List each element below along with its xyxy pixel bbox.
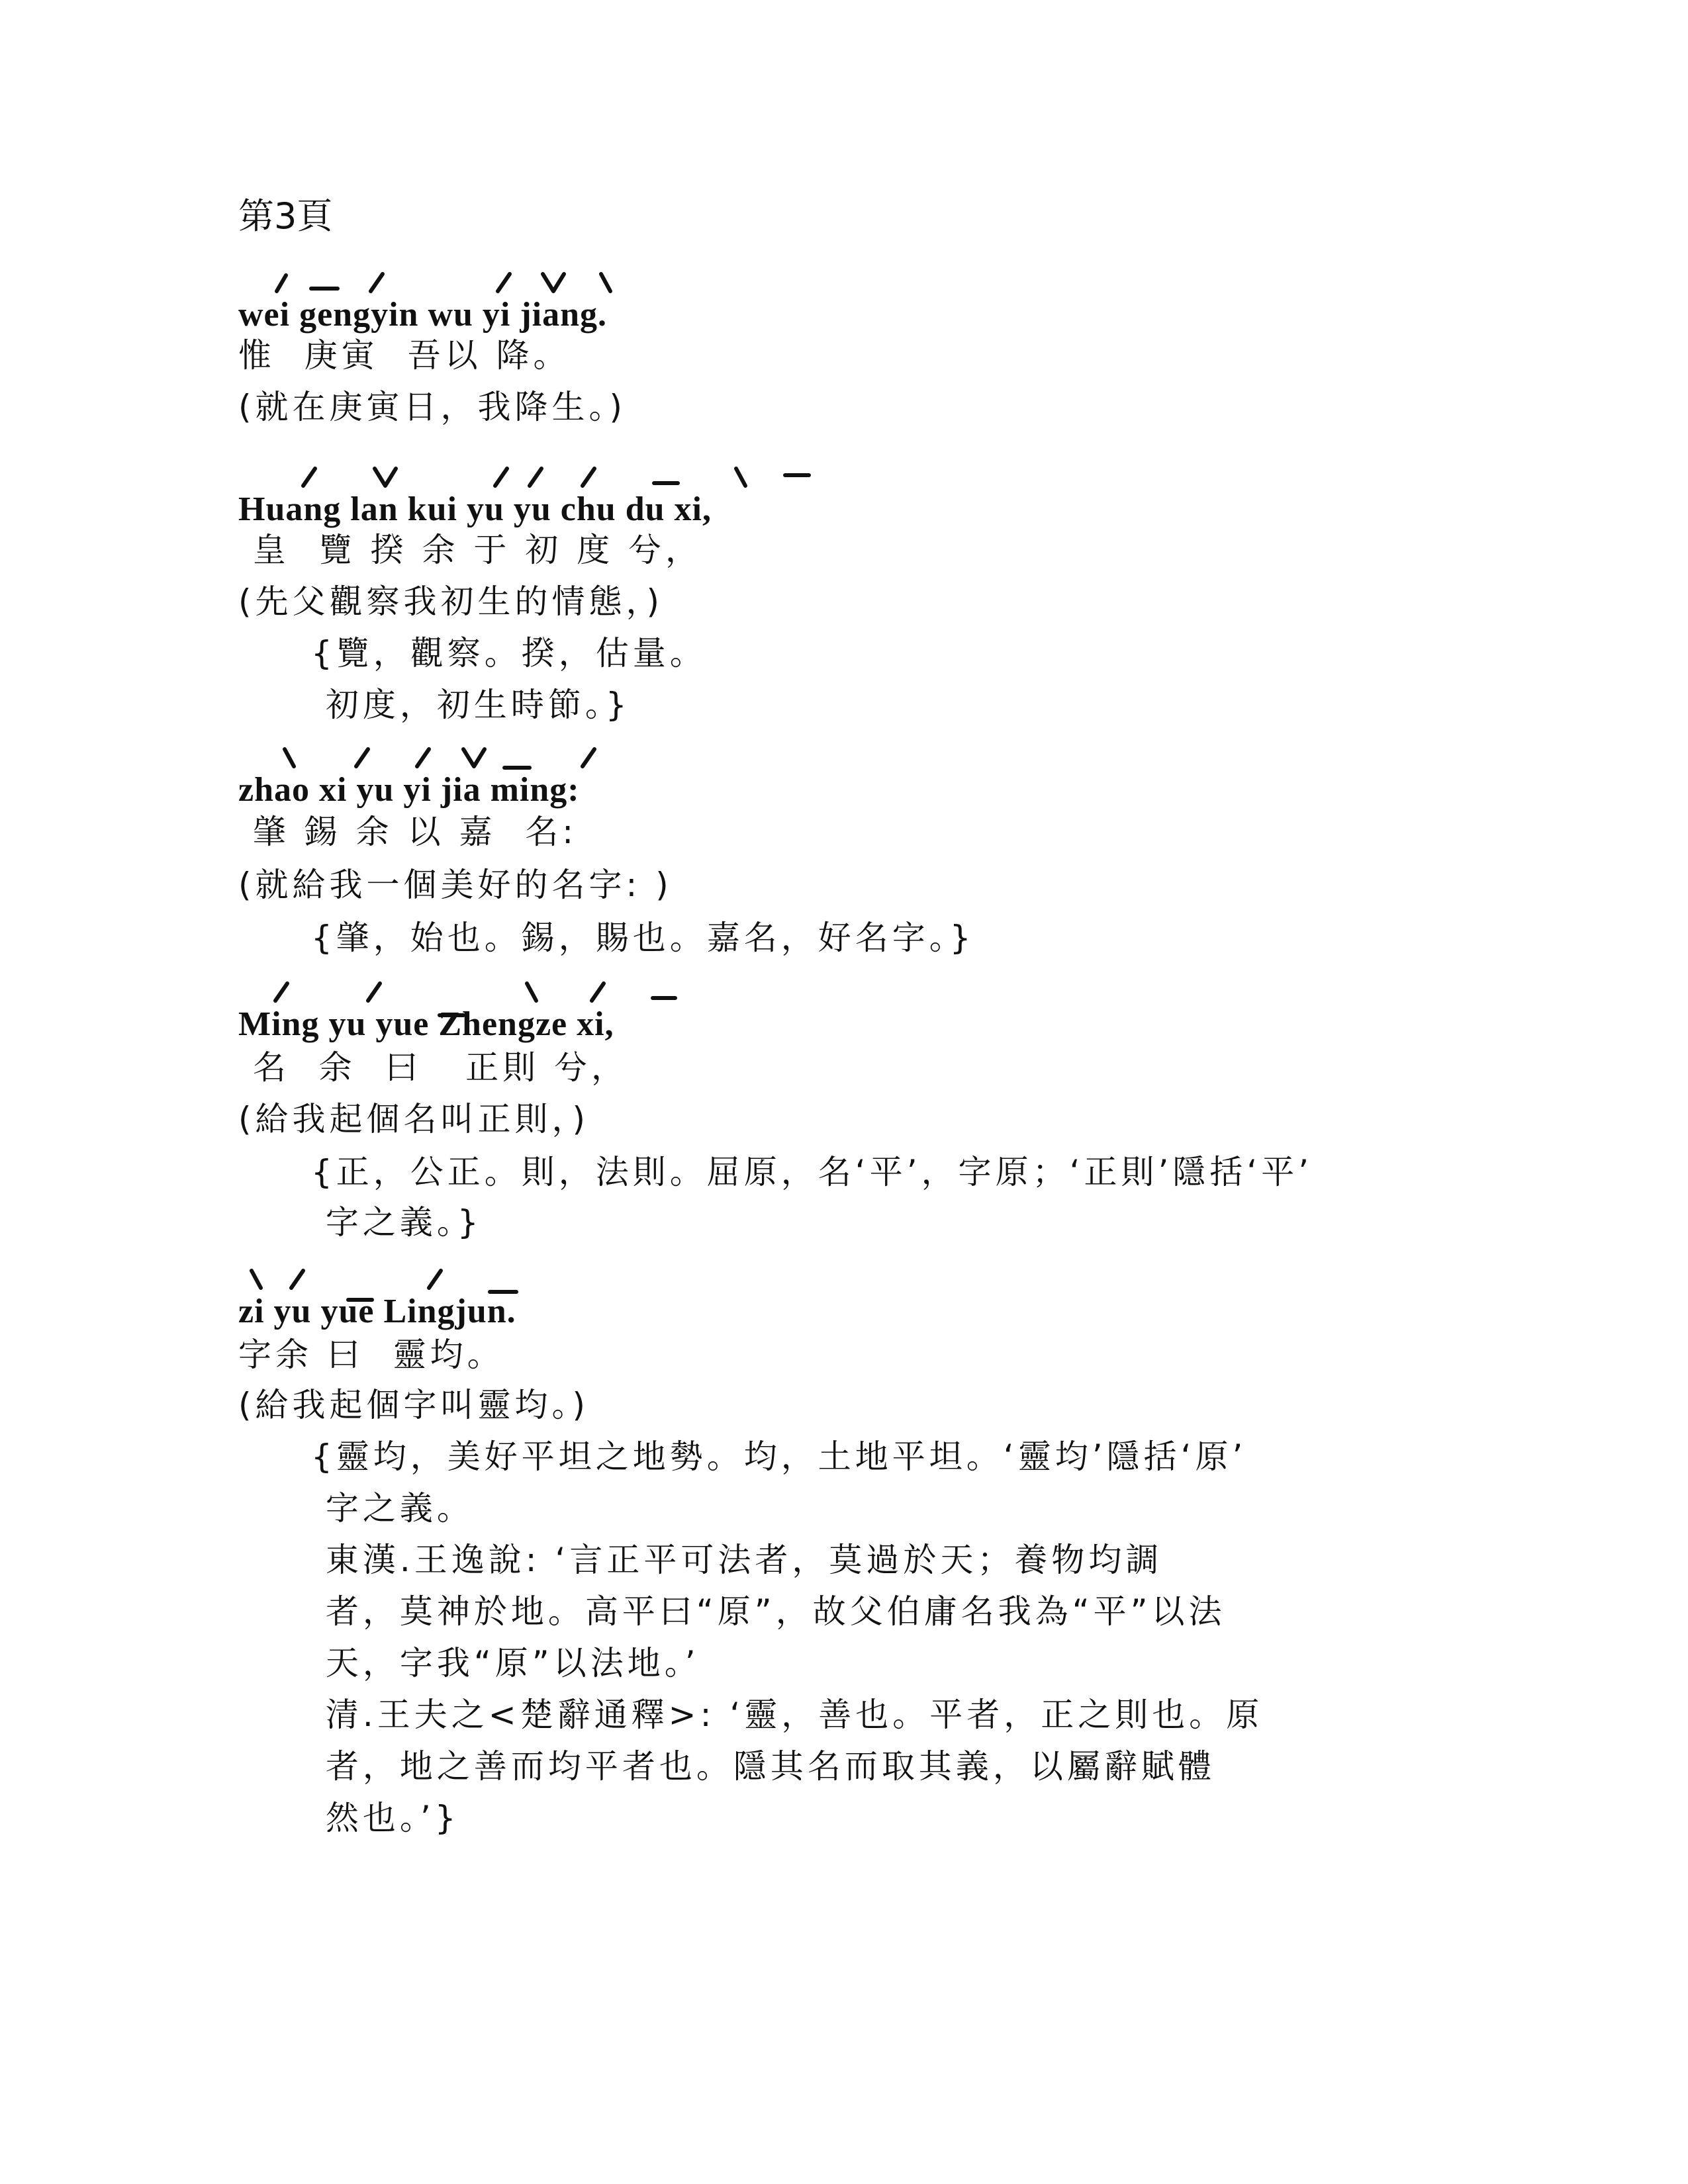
tone-mark-rising — [356, 749, 368, 766]
tone-mark-rising — [303, 469, 315, 486]
pinyin-line: zi yu yue Lingjun. — [238, 1293, 516, 1330]
tone-mark-dipping — [543, 274, 564, 291]
tone-mark-falling — [285, 749, 294, 766]
note-line: 然也。’} — [311, 1799, 460, 1837]
note-line: 字之義。} — [311, 1203, 483, 1242]
page-header: 第3頁 — [238, 195, 333, 237]
pinyin-line: wei gengyin wu yi jiang. — [238, 296, 608, 334]
tone-mark-rising — [417, 749, 429, 766]
chinese-line: 字余 曰 靈均。 — [238, 1336, 504, 1374]
chinese-line: 肇 錫 余 以 嘉 名: — [238, 813, 578, 851]
tone-mark-rising — [275, 983, 287, 1001]
tone-marks-block-2 — [285, 749, 594, 768]
note-line: 字之義。 — [311, 1489, 474, 1527]
tone-mark-rising — [495, 469, 507, 486]
chinese-line: 皇 覽 揆 余 于 初 度 兮， — [238, 531, 703, 569]
tone-mark-rising — [429, 1271, 441, 1288]
note-line: 清.王夫之<楚辭通釋>: ‘靈，善也。平者，正之則也。原 — [311, 1696, 1264, 1734]
tone-mark-rising — [291, 1271, 303, 1288]
note-line: 天，字我“原”以法地。’ — [311, 1644, 700, 1682]
translation-line: (給我起個字叫靈均。) — [238, 1386, 590, 1424]
tone-mark-falling — [601, 274, 610, 291]
tone-mark-falling — [252, 1271, 261, 1288]
chinese-line: 惟 庚寅 吾以 降。 — [238, 336, 571, 375]
translation-line: (給我起個名叫正則，) — [238, 1100, 590, 1138]
tone-marks-block-0 — [277, 274, 610, 291]
note-line: {正，公正。則，法則。屈原，名‘平’，字原；‘正則’隱括‘平’ — [311, 1153, 1313, 1191]
tone-mark-rising — [498, 274, 510, 291]
pinyin-line: Huang lan kui yu yu chu du xi, — [238, 490, 712, 528]
tone-mark-falling — [736, 469, 745, 486]
note-line: {覽，觀察。揆，估量。 — [311, 634, 707, 672]
tone-mark-rising — [530, 469, 541, 486]
tone-marks-block-1 — [303, 469, 809, 486]
translation-line: (就給我一個美好的名字: ) — [238, 866, 673, 904]
tone-mark-rising — [368, 983, 380, 1001]
translation-line: (先父觀察我初生的情態，) — [238, 582, 664, 621]
note-line: {靈均，美好平坦之地勢。均，土地平坦。‘靈均’隱括‘原’ — [311, 1437, 1247, 1476]
chinese-line: 名 余 曰 正則 兮， — [238, 1048, 629, 1087]
note-line: 東漢.王逸說: ‘言正平可法者，莫過於天；養物均調 — [311, 1541, 1163, 1579]
note-line: 者，莫神於地。高平曰“原”，故父伯庸名我為“平”以法 — [311, 1592, 1226, 1631]
note-line: 初度，初生時節。} — [311, 686, 631, 724]
tone-mark-falling — [527, 983, 536, 1001]
tone-mark-rising — [371, 274, 383, 291]
tone-mark-rising — [583, 469, 594, 486]
tone-mark-dipping — [375, 469, 396, 486]
translation-line: (就在庚寅日，我降生。) — [238, 388, 627, 426]
tone-mark-dipping — [463, 749, 485, 766]
note-line: {肇，始也。錫，賜也。嘉名，好名字。} — [311, 919, 975, 957]
pinyin-line: Ming yu yue Zhengze xi, — [238, 1005, 614, 1043]
tone-mark-rising — [592, 983, 604, 1001]
tone-mark-rising — [277, 275, 286, 291]
note-line: 者，地之善而均平者也。隱其名而取其義，以屬辭賦體 — [311, 1747, 1215, 1786]
tone-mark-rising — [583, 749, 594, 766]
pinyin-line: zhao xi yu yi jia ming: — [238, 771, 580, 809]
